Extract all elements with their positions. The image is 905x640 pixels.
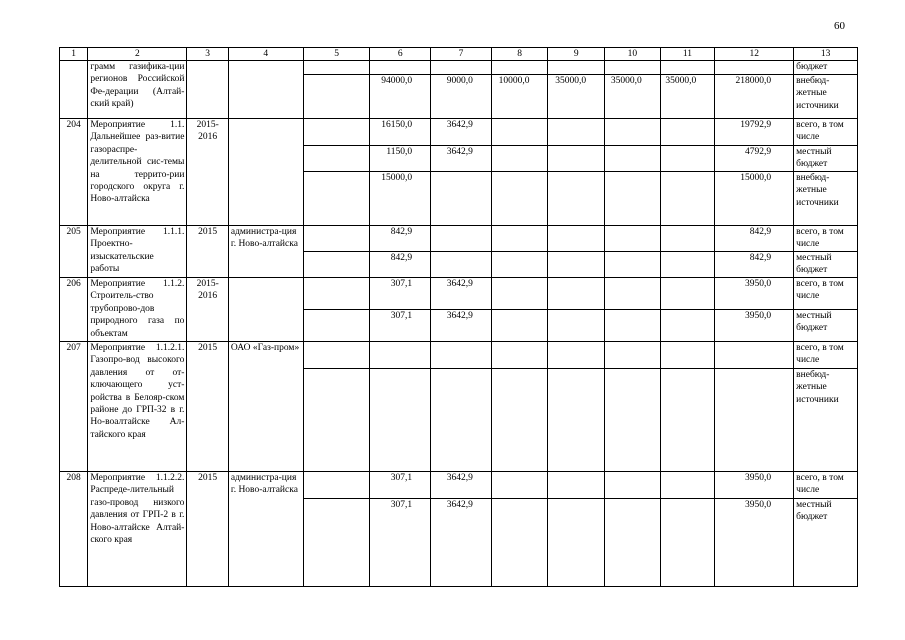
table-row xyxy=(60,61,858,75)
column-number: 8 xyxy=(491,48,548,61)
value-cell: 3642,9 xyxy=(431,119,492,146)
executor-cell xyxy=(228,119,303,226)
value-cell: 307,1 xyxy=(370,472,431,499)
page-number: 60 xyxy=(834,20,845,32)
value-cell: 10000,0 xyxy=(491,75,548,119)
value-cell: 15000,0 xyxy=(715,172,794,226)
measure-name-cell: Мероприятие 1.1. Дальнейшее раз-витие газораспре-делительной сис-темы на террито-рии городского округа г. Ново-алтайска xyxy=(88,119,187,226)
value-cell: 3950,0 xyxy=(715,310,794,342)
source-cell: бюджет xyxy=(794,61,858,75)
value-cell: 3950,0 xyxy=(715,472,794,499)
source-cell: местный бюджет xyxy=(794,146,858,172)
years-cell: 2015 xyxy=(187,226,228,278)
column-number: 13 xyxy=(794,48,858,61)
source-cell: местный бюджет xyxy=(794,252,858,278)
measure-name-cell: грамм газифика-ции регионов Российской Фе-дерации (Алтай-ский край) xyxy=(88,61,187,119)
source-cell: всего, в том числе xyxy=(794,472,858,499)
row-number-cell: 206 xyxy=(60,278,88,342)
value-cell: 3642,9 xyxy=(431,499,492,587)
source-cell: всего, в том числе xyxy=(794,278,858,310)
column-number: 11 xyxy=(660,48,715,61)
financing-table xyxy=(59,47,858,587)
source-cell: всего, в том числе xyxy=(794,342,858,369)
executor-cell: администра-ция г. Ново-алтайска xyxy=(228,226,303,278)
source-cell: всего, в том числе xyxy=(794,226,858,252)
row-number-cell xyxy=(60,61,88,119)
value-cell: 3950,0 xyxy=(715,499,794,587)
column-number: 5 xyxy=(303,48,370,61)
value-cell: 94000,0 xyxy=(370,75,431,119)
executor-cell: ОАО «Газ-пром» xyxy=(228,342,303,472)
value-cell: 35000,0 xyxy=(548,75,605,119)
measure-name-cell: Мероприятие 1.1.1. Проектно-изыскательские работы xyxy=(88,226,187,278)
value-cell: 307,1 xyxy=(370,278,431,310)
source-cell: внебюд-жетные источники xyxy=(794,172,858,226)
executor-cell xyxy=(228,278,303,342)
value-cell: 3642,9 xyxy=(431,472,492,499)
row-number-cell: 204 xyxy=(60,119,88,226)
value-cell: 842,9 xyxy=(715,252,794,278)
value-cell: 218000,0 xyxy=(715,75,794,119)
source-cell: местный бюджет xyxy=(794,310,858,342)
value-cell: 307,1 xyxy=(370,310,431,342)
column-number-row xyxy=(60,48,858,61)
value-cell: 842,9 xyxy=(370,226,431,252)
source-cell: внебюд-жетные источники xyxy=(794,75,858,119)
column-number: 10 xyxy=(605,48,661,61)
value-cell: 842,9 xyxy=(370,252,431,278)
value-cell: 307,1 xyxy=(370,499,431,587)
column-number: 12 xyxy=(715,48,794,61)
measure-name-cell: Мероприятие 1.1.2.1. Газопро-вод высокого давления от от-ключающего уст-ройства в Белояр-ском районе до ГРП-32 в г. Но-воалтайске Ал-тайского края xyxy=(88,342,187,472)
years-cell: 2015-2016 xyxy=(187,119,228,226)
source-cell: всего, в том числе xyxy=(794,119,858,146)
executor-cell xyxy=(228,61,303,119)
column-number: 2 xyxy=(88,48,187,61)
column-number: 4 xyxy=(228,48,303,61)
column-number: 3 xyxy=(187,48,228,61)
column-number: 7 xyxy=(431,48,492,61)
row-number-cell: 208 xyxy=(60,472,88,587)
value-cell: 3642,9 xyxy=(431,278,492,310)
executor-cell: администра-ция г. Ново-алтайска xyxy=(228,472,303,587)
value-cell: 35000,0 xyxy=(605,75,661,119)
value-cell: 3642,9 xyxy=(431,146,492,172)
row-number-cell: 207 xyxy=(60,342,88,472)
value-cell: 15000,0 xyxy=(370,172,431,226)
column-number: 6 xyxy=(370,48,431,61)
column-number: 1 xyxy=(60,48,88,61)
value-cell: 19792,9 xyxy=(715,119,794,146)
measure-name-cell: Мероприятие 1.1.2.2. Распреде-лительный газо-провод низкого давления от ГРП-2 в г. Ново-алтайске Алтай-ского края xyxy=(88,472,187,587)
table-row xyxy=(60,226,858,252)
table-row xyxy=(60,119,858,146)
table-row xyxy=(60,472,858,499)
value-cell: 842,9 xyxy=(715,226,794,252)
years-cell: 2015 xyxy=(187,342,228,472)
years-cell: 2015-2016 xyxy=(187,278,228,342)
value-cell: 9000,0 xyxy=(431,75,492,119)
value-cell: 4792,9 xyxy=(715,146,794,172)
value-cell: 3642,9 xyxy=(431,310,492,342)
measure-name-cell: Мероприятие 1.1.2. Строитель-ство трубопрово-дов природного газа по объектам xyxy=(88,278,187,342)
table-row xyxy=(60,278,858,310)
value-cell: 35000,0 xyxy=(660,75,715,119)
row-number-cell: 205 xyxy=(60,226,88,278)
source-cell: местный бюджет xyxy=(794,499,858,587)
years-cell xyxy=(187,61,228,119)
value-cell: 3950,0 xyxy=(715,278,794,310)
column-number: 9 xyxy=(548,48,605,61)
source-cell: внебюд-жетные источники xyxy=(794,369,858,472)
value-cell: 1150,0 xyxy=(370,146,431,172)
table-row xyxy=(60,342,858,369)
years-cell: 2015 xyxy=(187,472,228,587)
value-cell: 16150,0 xyxy=(370,119,431,146)
